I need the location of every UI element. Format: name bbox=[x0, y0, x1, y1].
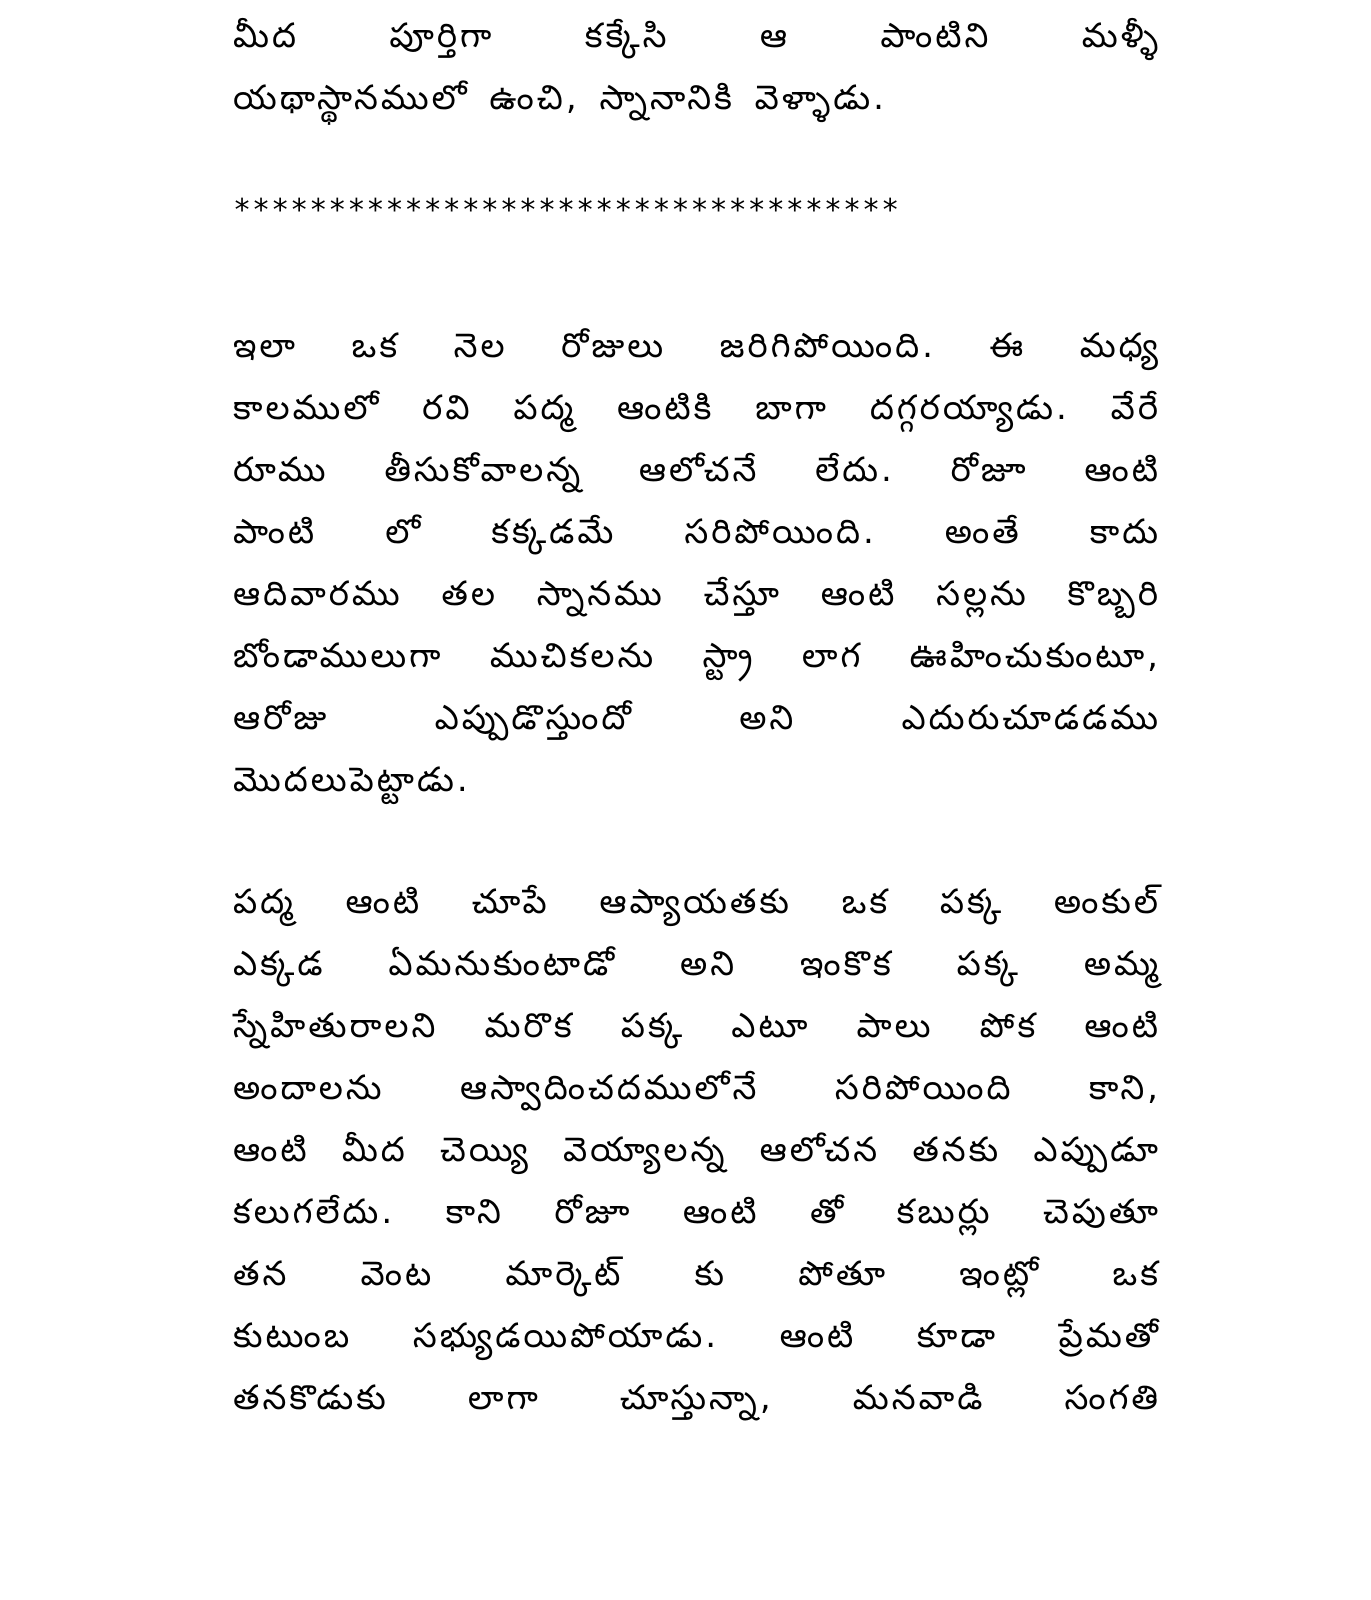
paragraph-1-line-1: మీద పూర్తిగా కక్కేసి ఆ పాంటిని మళ్ళీ bbox=[233, 16, 1161, 56]
paragraph-3-line-5: ఆంటి మీద చెయ్యి వెయ్యాలన్న ఆలోచన తనకు ఎప్పుడూ bbox=[233, 1130, 1161, 1170]
paragraph-3-line-3: స్నేహితురాలని మరొక పక్క ఎటూ పాలు పోక ఆంటి bbox=[233, 1006, 1161, 1046]
paragraph-2-line-8: మొదలుపెట్టాడు. bbox=[233, 760, 471, 800]
paragraph-3-line-6: కలుగలేదు. కాని రోజూ ఆంటి తో కబుర్లు చెపుతూ bbox=[233, 1192, 1161, 1232]
paragraph-2-line-5: ఆదివారము తల స్నానము చేస్తూ ఆంటి సల్లను కొబ్బరి bbox=[233, 574, 1161, 614]
paragraph-3-line-1: పద్మ ఆంటి చూపే ఆప్యాయతకు ఒక పక్క అంకుల్ bbox=[233, 882, 1161, 922]
paragraph-3-line-9: తనకొడుకు లాగా చూస్తున్నా, మనవాడి సంగతి bbox=[233, 1378, 1161, 1418]
paragraph-3-line-4: అందాలను ఆస్వాదించదములోనే సరిపోయింది కాని, bbox=[233, 1068, 1161, 1108]
paragraph-2-line-2: కాలములో రవి పద్మ ఆంటికి బాగా దగ్గరయ్యాడు. వేరే bbox=[233, 388, 1161, 428]
paragraph-2-line-4: పాంటి లో కక్కడమే సరిపోయింది. అంతే కాదు bbox=[233, 512, 1161, 552]
paragraph-3-line-8: కుటుంబ సభ్యుడయిపోయాడు. ఆంటి కూడా ప్రేమతో bbox=[233, 1316, 1161, 1356]
paragraph-2-line-6: బోండాములుగా ముచికలను స్ట్రా లాగ ఊహించుకుంటూ, bbox=[233, 636, 1161, 676]
paragraph-3-line-7: తన వెంట మార్కెట్ కు పోతూ ఇంట్లో ఒక bbox=[233, 1254, 1161, 1294]
paragraph-2-line-7: ఆరోజు ఎప్పుడొస్తుందో అని ఎదురుచూడడము bbox=[233, 698, 1161, 738]
paragraph-3-line-2: ఎక్కడ ఏమనుకుంటాడో అని ఇంకొక పక్క అమ్మ bbox=[233, 944, 1161, 984]
paragraph-1-line-2: యథాస్థానములో ఉంచి, స్నానానికి వెళ్ళాడు. bbox=[233, 78, 887, 118]
paragraph-2-line-1: ఇలా ఒక నెల రోజులు జరిగిపోయింది. ఈ మధ్య bbox=[233, 326, 1161, 366]
paragraph-2-line-3: రూము తీసుకోవాలన్న ఆలోచనే లేదు. రోజూ ఆంటి bbox=[233, 450, 1161, 490]
section-separator: *********************************** bbox=[233, 193, 901, 228]
